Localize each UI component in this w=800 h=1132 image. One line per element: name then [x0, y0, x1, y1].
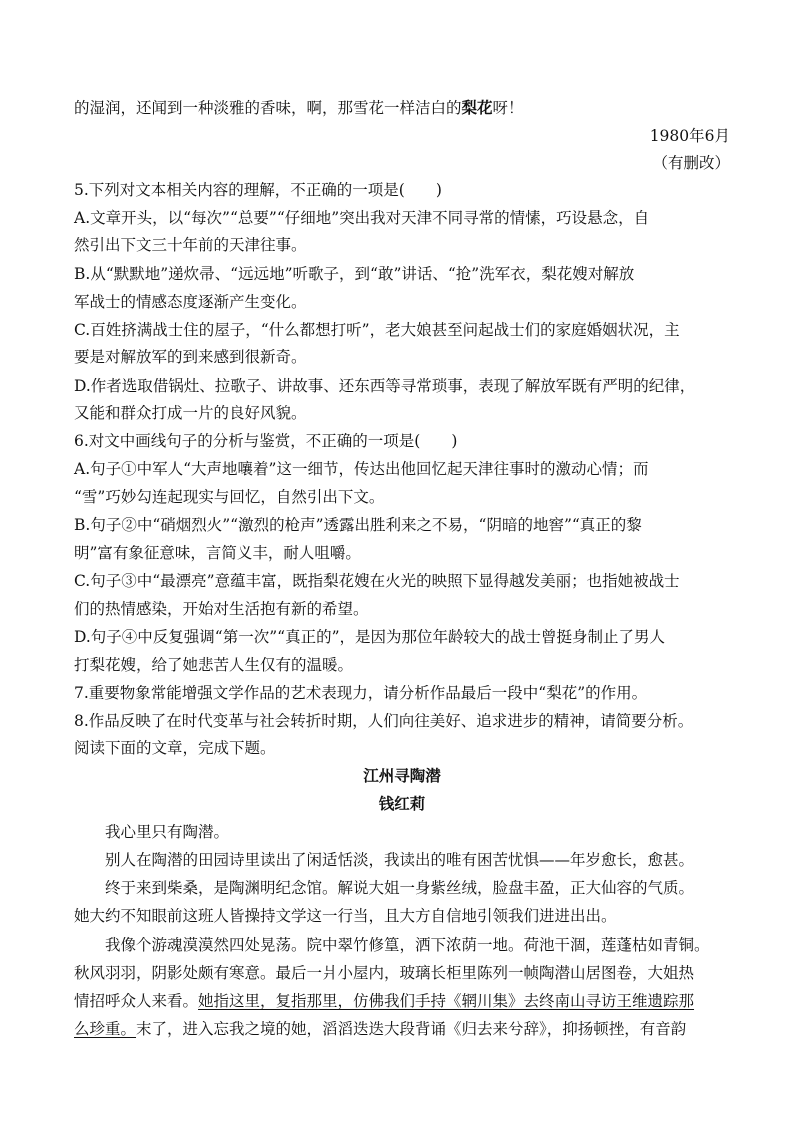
paragraph-4-line2: 秋风羽羽，阴影处颇有寒意。最后一爿小屋内，玻璃长柜里陈列一帧陶潜山居图卷，大姐热	[74, 964, 695, 982]
reading-instruction: 阅读下面的文章，完成下题。	[74, 739, 276, 757]
underlined-sentence: 她指这里，复指那里，仿佛我们手持《辋川集》去终南山寻访王维遗踪那	[198, 992, 695, 1010]
text-span: 情招呼众人来看。	[74, 992, 199, 1010]
date-line: 1980年6月	[649, 127, 730, 145]
option-5d-line1: D.作者选取借锅灶、拉歌子、讲故事、还东西等寻常琐事，表现了解放军既有严明的纪律，	[74, 377, 696, 395]
option-6c-line1: C.句子③中“最漂亮”意蕴丰富，既指梨花嫂在火光的映照下显得越发美丽；也指她被战士	[74, 572, 680, 590]
question-6: 6.对文中画线句子的分析与鉴赏，不正确的一项是( )	[74, 432, 458, 450]
option-5b-line2: 军战士的情感态度逐渐产生变化。	[74, 293, 307, 311]
option-6b-line2: 明”富有象征意味，言简义丰，耐人咀嚼。	[74, 544, 361, 562]
option-6b-line1: B.句子②中“硝烟烈火”“激烈的枪声”透露出胜利来之不易，“阴暗的地窖”“真正的黎	[74, 516, 642, 534]
text-span: 呀！	[492, 99, 524, 117]
bold-word-lihua: 梨花	[461, 98, 493, 117]
question-8: 8.作品反映了在时代变革与社会转折时期，人们向往美好、追求进步的精神，请简要分析。	[74, 712, 694, 730]
question-7: 7.重要物象常能增强文学作品的艺术表现力，请分析作品最后一段中“梨花”的作用。	[74, 684, 648, 702]
paragraph-2: 别人在陶潜的田园诗里读出了闲适恬淡，我读出的唯有困苦忧惧——年岁愈长，愈甚。	[105, 851, 695, 869]
question-5: 5.下列对文本相关内容的理解，不正确的一项是( )	[74, 181, 442, 199]
paragraph-1: 我心里只有陶潜。	[105, 823, 230, 841]
text-line	[74, 98, 730, 118]
text-span: 末了，进入忘我之境的她，滔滔迭迭大段背诵《归去来兮辞》，抑扬顿挫，有音韵	[136, 1020, 687, 1038]
option-5c-line2: 要是对解放军的到来感到很新奇。	[74, 348, 307, 366]
option-6a-line1: A.句子①中军人“大声地嚷着”这一细节，传达出他回忆起天津往事时的激动心情；而	[74, 460, 649, 478]
paragraph-4-line1: 我像个游魂漠漠然四处晃荡。院中翠竹修篁，洒下浓荫一地。荷池干涸，莲蓬枯如青铜。	[105, 936, 710, 954]
paragraph-4-line4	[74, 1019, 730, 1039]
note-line: （有删改）	[652, 154, 730, 172]
underlined-sentence: 么珍重。	[74, 1020, 137, 1038]
paragraph-3-line2: 她大约不知眼前这班人皆操持文学这一行当，且大方自信地引领我们进进出出。	[74, 907, 617, 925]
option-6d-line2: 打梨花嫂，给了她悲苦人生仅有的温暖。	[74, 656, 354, 674]
option-5b-line1: B.从“默默地”递炊帚、“远远地”听歌子，到“敢”讲话、“抢”洗军衣，梨花嫂对解放	[74, 265, 635, 283]
option-6d-line1: D.句子④中反复强调“第一次”“真正的”，是因为那位年龄较大的战士曾挺身制止了男人	[74, 628, 666, 646]
article-author: 钱红莉	[378, 794, 426, 813]
article-title: 江州寻陶潜	[363, 766, 441, 785]
option-6a-line2: “雪”巧妙勾连起现实与回忆，自然引出下文。	[74, 488, 385, 506]
option-5a-line2: 然引出下文三十年前的天津往事。	[74, 236, 307, 254]
option-6c-line2: 们的热情感染，开始对生活抱有新的希望。	[74, 600, 369, 618]
option-5a-line1: A.文章开头，以“每次”“总要”“仔细地”突出我对天津不同寻常的情愫，巧设悬念，自	[74, 209, 650, 227]
option-5d-line2: 又能和群众打成一片的良好风貌。	[74, 404, 307, 422]
paragraph-3-line1: 终于来到柴桑，是陶渊明纪念馆。解说大姐一身紫丝绒，脸盘丰盈，正大仙容的气质。	[105, 879, 695, 897]
paragraph-4-line3	[74, 991, 730, 1011]
text-span: 的湿润，还闻到一种淡雅的香味，啊，那雪花一样洁白的	[74, 99, 462, 117]
option-5c-line1: C.百姓挤满战士住的屋子，“什么都想打听”，老大娘甚至问起战士们的家庭婚姻状况，主	[74, 321, 680, 339]
